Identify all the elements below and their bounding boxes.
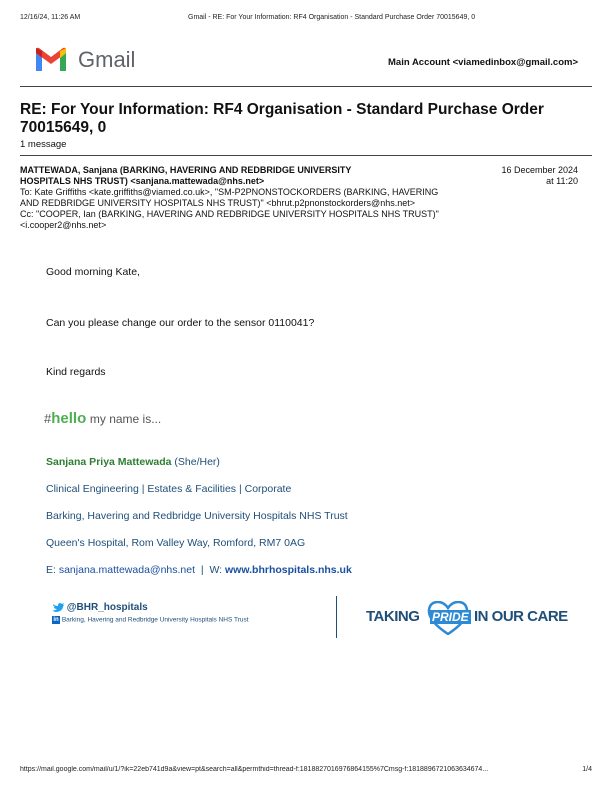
- account-label: Main Account <viamedinbox@gmail.com>: [388, 57, 578, 68]
- banner-divider: [336, 596, 337, 638]
- from-line2: [20, 176, 264, 187]
- greeting: Good morning Kate,: [46, 266, 140, 278]
- signature-pronouns: (She/Her): [174, 456, 220, 468]
- cc-line1: Cc: "COOPER, Ian (BARKING, HAVERING AND REDBRIDGE UNIVERSITY HOSPITALS NHS TRUST)": [20, 209, 439, 219]
- twitter-handle: @BHR_hospitals: [66, 602, 148, 613]
- print-datetime: 12/16/24, 11:26 AM: [20, 14, 81, 21]
- message-time: at 11:20: [546, 176, 578, 186]
- to-line2: AND REDBRIDGE UNIVERSITY HOSPITALS NHS TRUST)" <bhrut.p2pnonstockorders@nhs.net>: [20, 198, 415, 208]
- from-line1: MATTEWADA, Sanjana (BARKING, HAVERING AND REDBRIDGE UNIVERSITY: [20, 165, 352, 175]
- closing: Kind regards: [46, 366, 106, 378]
- hello-rest: my name is...: [89, 412, 162, 426]
- divider: [20, 155, 592, 156]
- email-label: E:: [46, 564, 56, 576]
- to-line1: To: Kate Griffiths <kate.griffiths@viamed.co.uk>, "SM-P2PNONSTOCKORDERS (BARKING, HAVERING: [20, 187, 439, 197]
- signature-address: Queen's Hospital, Rom Valley Way, Romford, RM7 0AG: [46, 537, 306, 549]
- thread-subject-line2: 70015649, 0: [20, 119, 107, 136]
- message-count: 1 message: [20, 139, 67, 150]
- twitter-icon: [52, 602, 64, 612]
- taking-pride-banner: [366, 601, 568, 637]
- footer-url: https://mail.google.com/mail/u/1/?ik=22eb741d9a&view=pt&search=all&permthid=thread-f:1818827016976864155%7Cmsg-f:1818896721063634674...: [20, 766, 489, 773]
- banner-in-our-care: IN OUR CARE: [474, 608, 568, 625]
- gmail-wordmark: Gmail: [78, 47, 136, 72]
- thread-subject-line1: RE: For Your Information: RF4 Organisation - Standard Purchase Order: [20, 101, 544, 118]
- hello-word: hello: [51, 410, 87, 427]
- divider: [20, 86, 592, 87]
- email-link[interactable]: sanjana.mattewada@nhs.net: [58, 564, 196, 576]
- message-date: 16 December 2024: [501, 165, 578, 175]
- hello-hash: #: [44, 411, 52, 426]
- signature-department: Clinical Engineering | Estates & Facilities | Corporate: [46, 483, 292, 495]
- contact-separator: |: [200, 564, 204, 576]
- linkedin-row[interactable]: [52, 616, 249, 624]
- message-body: Can you please change our order to the sensor 0110041?: [46, 317, 315, 329]
- from-line2-text: HOSPITALS NHS TRUST) <sanjana.mattewada@nhs.net>: [20, 176, 265, 186]
- signature-name: Sanjana Priya Mattewada: [46, 456, 172, 468]
- banner-pride: PRIDE: [432, 610, 469, 624]
- linkedin-name: Barking, Havering and Redbridge University Hospitals NHS Trust: [61, 616, 249, 624]
- banner-taking: TAKING: [366, 608, 420, 625]
- page-number: 1/4: [582, 766, 592, 773]
- print-title: Gmail - RE: For Your Information: RF4 Organisation - Standard Purchase Order 70015649, 0: [188, 14, 476, 21]
- web-label: W:: [209, 564, 223, 576]
- hello-my-name-is-badge: [44, 410, 161, 427]
- signature-name-line: [46, 456, 220, 468]
- linkedin-icon: in: [53, 617, 59, 623]
- signature-contacts: [46, 564, 352, 576]
- website-link[interactable]: www.bhrhospitals.nhs.uk: [225, 564, 352, 576]
- signature-trust: Barking, Havering and Redbridge University Hospitals NHS Trust: [46, 510, 348, 522]
- gmail-logo-icon: [34, 47, 68, 73]
- cc-line2: <i.cooper2@nhs.net>: [20, 220, 107, 230]
- twitter-row[interactable]: [52, 602, 148, 613]
